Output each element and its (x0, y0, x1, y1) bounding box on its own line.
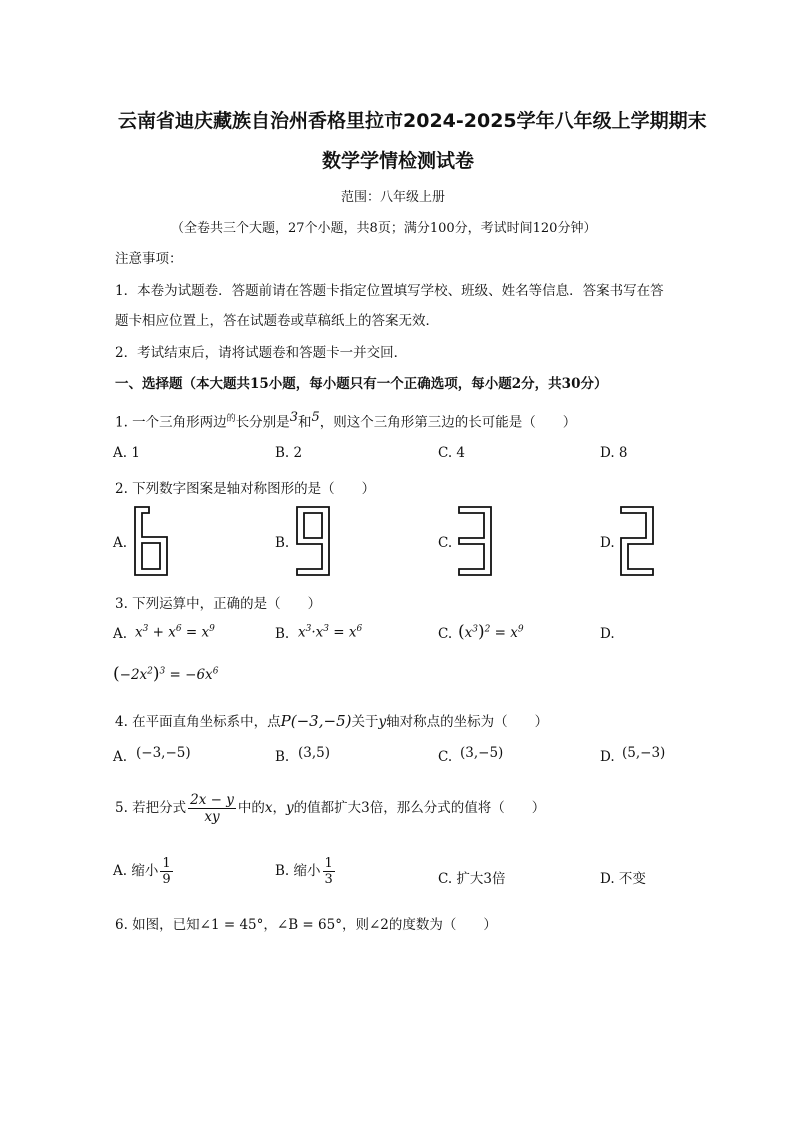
digit-two-figure (616, 504, 658, 578)
q3-option-b-expr: $x^3\cdot x^3 = x^6$ (298, 624, 363, 641)
q3-option-d-expr: $(-2x^2)^3 = -6x^6$ (113, 664, 219, 684)
q4-option-a-value: (−3,−5) (136, 745, 191, 761)
digit-nine-figure (292, 504, 334, 578)
question-3-stem: 3. 下列运算中，正确的是（ ） (115, 596, 322, 612)
question-2-stem: 2. 下列数字图案是轴对称图形的是（ ） (115, 481, 376, 497)
question-5-stem: 5. 若把分式 $\frac{2x - y}{xy}$ 中的x，y的值都扩大3倍，那么分式的值将（ ） (115, 792, 546, 825)
q4-option-b-value: (3,5) (298, 745, 331, 761)
q4-option-a-label: A. (113, 749, 128, 765)
q5-option-c: C. 扩大3倍 (438, 871, 506, 887)
q2-option-d-label: D. (600, 535, 615, 551)
title-line1: 云南省迪庆藏族自治州香格里拉市2024-2025学年八年级上学期期末 (118, 110, 707, 132)
q1-option-d: D. 8 (600, 445, 628, 461)
q3-option-d-label: D. (600, 626, 615, 642)
exam-info: （全卷共三个大题，27个小题，共8页；满分100分，考试时间120分钟） (171, 221, 597, 236)
q5-fraction: $\frac{2x - y}{xy}$ (190, 792, 234, 825)
q3-option-b-label: B. (275, 626, 290, 642)
notice-2: 2．考试结束后，请将试题卷和答题卡一并交回． (115, 345, 408, 361)
q2-option-b-label: B. (275, 535, 290, 551)
q4-option-d-label: D. (600, 749, 615, 765)
section-1-heading: 一、选择题（本大题共15小题，每小题只有一个正确选项，每小题2分，共30分） (115, 376, 608, 392)
digit-six-figure (130, 504, 172, 578)
title-line2: 数学学情检测试卷 (322, 150, 475, 172)
q2-option-a-label: A. (113, 535, 128, 551)
q3-option-a-expr: $x^3 + x^6 = x^9$ (135, 624, 215, 641)
question-6-stem: 6. 如图，已知∠1 = 45°，∠B = 65°，则∠2的度数为（ ） (115, 917, 497, 933)
q3-option-c-label: C. (438, 626, 453, 642)
q3-option-a-label: A. (113, 626, 128, 642)
q3-option-c-expr: $(x^3)^2 = x^9$ (458, 622, 524, 642)
q5-option-b: B. 缩小 $\frac{1}{3}$ (275, 856, 333, 887)
scope: 范围：八年级上册 (341, 190, 446, 205)
q4-option-d-value: (5,−3) (622, 745, 666, 761)
q4-option-c-value: (3,−5) (460, 745, 504, 761)
q1-option-b: B. 2 (275, 445, 303, 461)
q1-option-c: C. 4 (438, 445, 466, 461)
notice-1-line2: 题卡相应位置上，答在试题卷或草稿纸上的答案无效． (115, 313, 439, 329)
q2-option-c-label: C. (438, 535, 453, 551)
q4-option-c-label: C. (438, 749, 453, 765)
question-1-stem: 1. 一个三角形两边$^的$长分别是$^3$和$^5$，则这个三角形第三边的长可能是（ ） (115, 410, 577, 431)
q1-option-a: A. 1 (113, 445, 140, 461)
notice-heading: 注意事项： (115, 251, 183, 267)
notice-1-line1: 1．本卷为试题卷．答题前请在答题卡指定位置填写学校、班级、姓名等信息．答案书写在答 (115, 283, 664, 299)
q5-option-a: A. 缩小 $\frac{1}{9}$ (113, 856, 171, 887)
q5-option-d: D. 不变 (600, 871, 646, 887)
digit-three-figure (454, 504, 496, 578)
q4-option-b-label: B. (275, 749, 290, 765)
question-4-stem: 4. 在平面直角坐标系中，点P(−3,−5)关于y轴对称点的坐标为（ ） (115, 712, 549, 730)
